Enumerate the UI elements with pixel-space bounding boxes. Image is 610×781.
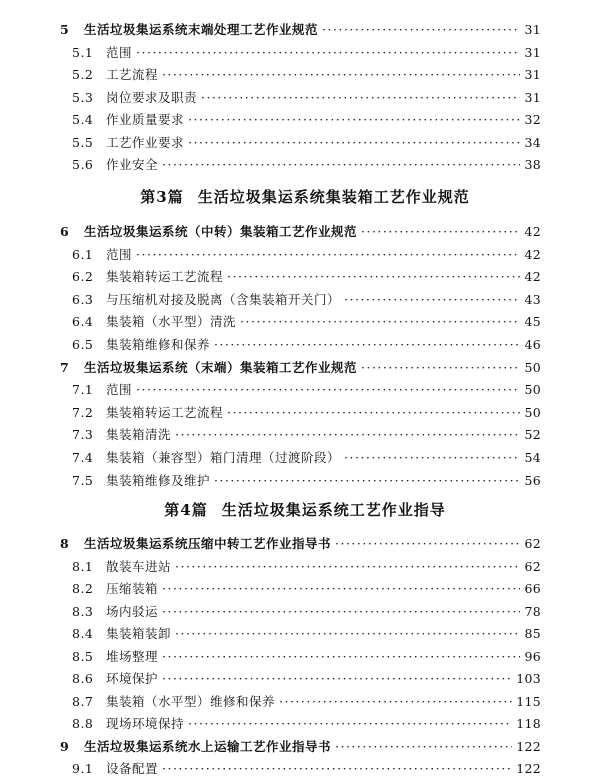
part-title: 生活垃圾集运系统集装箱工艺作业规范 xyxy=(197,188,470,206)
toc-section-entry xyxy=(72,132,541,154)
toc-section-entry xyxy=(72,601,541,623)
entry-page: 50 xyxy=(524,404,541,420)
part-heading-3 xyxy=(0,186,610,207)
entry-title: 集装箱（水平型）维修和保养 xyxy=(106,693,276,709)
entry-number: 5.2 xyxy=(72,67,94,82)
entry-page: 31 xyxy=(524,44,541,60)
entry-number: 8.4 xyxy=(72,626,94,641)
entry-number: 7.3 xyxy=(72,427,94,443)
entry-page: 50 xyxy=(524,382,541,398)
entry-page: 78 xyxy=(524,603,541,619)
leader-dots xyxy=(188,132,520,154)
entry-number: 5.3 xyxy=(72,89,94,105)
leader-dots xyxy=(162,668,512,690)
entry-page: 122 xyxy=(516,738,541,754)
entry-page: 38 xyxy=(524,157,541,172)
toc-section-entry xyxy=(72,578,541,600)
leader-dots xyxy=(175,556,520,578)
entry-number: 7 xyxy=(60,359,70,375)
part-number: 第3篇 xyxy=(140,188,184,206)
leader-dots xyxy=(344,447,520,469)
entry-title: 集装箱维修和保养 xyxy=(106,337,211,352)
entry-number: 8.2 xyxy=(72,581,94,596)
entry-number: 8.3 xyxy=(72,603,94,619)
toc-section-entry xyxy=(72,289,541,311)
leader-dots xyxy=(361,357,520,379)
entry-number: 6.5 xyxy=(72,337,94,352)
entry-number: 8.5 xyxy=(72,648,94,664)
entry-number: 5.6 xyxy=(72,157,94,172)
entry-number: 5.4 xyxy=(72,112,94,127)
toc-section-entry xyxy=(72,154,541,176)
entry-title: 与压缩机对接及脱离（含集装箱开关门） xyxy=(106,291,341,307)
leader-dots xyxy=(162,646,520,668)
leader-dots xyxy=(322,19,520,41)
entry-number: 5 xyxy=(60,22,70,37)
toc-chapter-entry xyxy=(60,736,541,758)
leader-dots xyxy=(162,601,520,623)
entry-number: 5.5 xyxy=(72,134,94,150)
toc-section-entry xyxy=(72,334,541,356)
leader-dots xyxy=(188,713,512,735)
entry-title: 集装箱（兼容型）箱门清理（过渡阶段） xyxy=(106,450,341,465)
entry-page: 45 xyxy=(524,314,541,330)
toc-section-entry xyxy=(72,424,541,446)
leader-dots xyxy=(279,691,512,713)
entry-number: 7.2 xyxy=(72,404,94,420)
entry-number: 6.3 xyxy=(72,291,94,307)
toc-section-entry xyxy=(72,64,541,86)
toc-section-entry xyxy=(72,87,541,109)
toc-section-entry xyxy=(72,266,541,288)
entry-title: 集装箱转运工艺流程 xyxy=(106,269,224,285)
leader-dots xyxy=(162,64,520,86)
toc-chapter-entry xyxy=(60,357,541,379)
entry-title: 集装箱装卸 xyxy=(106,626,172,641)
entry-title: 范围 xyxy=(106,382,133,398)
entry-page: 118 xyxy=(516,716,541,731)
entry-page: 32 xyxy=(524,112,541,127)
entry-title: 现场环境保持 xyxy=(106,716,185,731)
leader-dots xyxy=(335,533,520,555)
entry-title: 工艺作业要求 xyxy=(106,134,185,150)
entry-page: 85 xyxy=(524,626,541,641)
leader-dots xyxy=(136,42,520,64)
part-title: 生活垃圾集运系统工艺作业指导 xyxy=(221,501,446,519)
entry-title: 范围 xyxy=(106,246,133,262)
leader-dots xyxy=(188,109,520,131)
entry-number: 7.1 xyxy=(72,382,94,398)
entry-page: 56 xyxy=(524,472,541,488)
leader-dots xyxy=(344,289,520,311)
part-heading-4 xyxy=(0,499,610,520)
entry-title: 工艺流程 xyxy=(106,67,159,82)
toc-section-entry xyxy=(72,556,541,578)
entry-page: 122 xyxy=(516,761,541,776)
entry-number: 6.2 xyxy=(72,269,94,285)
toc-section-entry xyxy=(72,646,541,668)
entry-title: 范围 xyxy=(106,44,133,60)
leader-dots xyxy=(162,758,512,780)
entry-number: 9 xyxy=(60,738,70,754)
entry-title: 作业安全 xyxy=(106,157,159,172)
toc-section-entry xyxy=(72,244,541,266)
entry-title: 压缩装箱 xyxy=(106,581,159,596)
leader-dots xyxy=(214,334,520,356)
entry-page: 42 xyxy=(524,246,541,262)
entry-number: 7.4 xyxy=(72,450,94,465)
entry-number: 6.4 xyxy=(72,314,94,330)
entry-number: 8.1 xyxy=(72,558,94,574)
entry-title: 集装箱转运工艺流程 xyxy=(106,404,224,420)
leader-dots xyxy=(175,623,520,645)
toc-chapter-entry xyxy=(60,19,541,41)
leader-dots xyxy=(240,311,520,333)
entry-title: 集装箱（水平型）清洗 xyxy=(106,314,237,330)
toc-chapter-entry xyxy=(60,221,541,243)
toc-section-entry xyxy=(72,623,541,645)
entry-title: 生活垃圾集运系统水上运输工艺作业指导书 xyxy=(84,738,332,754)
entry-number: 8.7 xyxy=(72,693,94,709)
toc-section-entry xyxy=(72,758,541,780)
entry-page: 66 xyxy=(524,581,541,596)
entry-number: 8.6 xyxy=(72,671,94,686)
entry-number: 9.1 xyxy=(72,761,94,776)
entry-title: 作业质量要求 xyxy=(106,112,185,127)
leader-dots xyxy=(136,379,520,401)
entry-page: 50 xyxy=(524,359,541,375)
toc-section-entry xyxy=(72,713,541,735)
entry-title: 生活垃圾集运系统（中转）集装箱工艺作业规范 xyxy=(84,224,358,239)
entry-page: 42 xyxy=(524,224,541,239)
entry-page: 42 xyxy=(524,269,541,285)
entry-number: 6 xyxy=(60,224,70,239)
entry-page: 34 xyxy=(524,134,541,150)
toc-section-entry xyxy=(72,311,541,333)
entry-number: 6.1 xyxy=(72,246,94,262)
entry-page: 46 xyxy=(524,337,541,352)
entry-page: 31 xyxy=(524,89,541,105)
entry-title: 集装箱清洗 xyxy=(106,427,172,443)
toc-section-entry xyxy=(72,379,541,401)
toc-section-entry xyxy=(72,691,541,713)
entry-title: 环境保护 xyxy=(106,671,159,686)
entry-page: 43 xyxy=(524,291,541,307)
entry-page: 115 xyxy=(516,693,541,709)
entry-page: 31 xyxy=(524,67,541,82)
entry-title: 堆场整理 xyxy=(106,648,159,664)
toc-section-entry xyxy=(72,109,541,131)
leader-dots xyxy=(136,244,520,266)
entry-title: 生活垃圾集运系统压缩中转工艺作业指导书 xyxy=(84,536,332,551)
entry-number: 8 xyxy=(60,536,70,551)
leader-dots xyxy=(227,402,520,424)
leader-dots xyxy=(214,470,520,492)
entry-page: 62 xyxy=(524,558,541,574)
toc-chapter-entry xyxy=(60,533,541,555)
toc-section-entry xyxy=(72,470,541,492)
leader-dots xyxy=(201,87,520,109)
entry-title: 生活垃圾集运系统（末端）集装箱工艺作业规范 xyxy=(84,359,358,375)
leader-dots xyxy=(227,266,520,288)
entry-page: 96 xyxy=(524,648,541,664)
entry-page: 31 xyxy=(524,22,541,37)
entry-number: 7.5 xyxy=(72,472,94,488)
toc-section-entry xyxy=(72,668,541,690)
entry-title: 设备配置 xyxy=(106,761,159,776)
toc-section-entry xyxy=(72,402,541,424)
entry-title: 生活垃圾集运系统末端处理工艺作业规范 xyxy=(84,22,319,37)
entry-title: 场内驳运 xyxy=(106,603,159,619)
entry-title: 散装车进站 xyxy=(106,558,172,574)
leader-dots xyxy=(162,578,520,600)
part-number: 第4篇 xyxy=(164,501,208,519)
leader-dots xyxy=(361,221,520,243)
entry-page: 54 xyxy=(524,450,541,465)
entry-title: 岗位要求及职责 xyxy=(106,89,198,105)
entry-title: 集装箱维修及维护 xyxy=(106,472,211,488)
entry-page: 52 xyxy=(524,427,541,443)
entry-page: 62 xyxy=(524,536,541,551)
leader-dots xyxy=(162,154,520,176)
toc-section-entry xyxy=(72,42,541,64)
entry-number: 8.8 xyxy=(72,716,94,731)
leader-dots xyxy=(335,736,512,758)
toc-section-entry xyxy=(72,447,541,469)
entry-page: 103 xyxy=(516,671,541,686)
entry-number: 5.1 xyxy=(72,44,94,60)
leader-dots xyxy=(175,424,520,446)
